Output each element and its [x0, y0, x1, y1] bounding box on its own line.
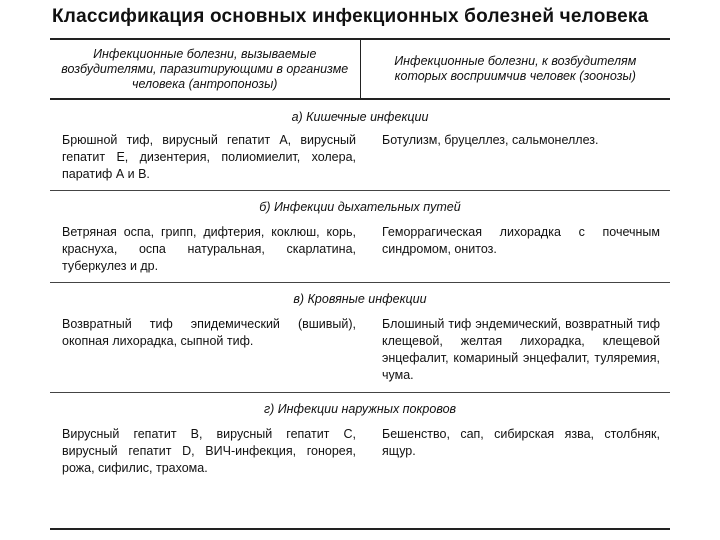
section-title: а) Кишечные инфекции: [291, 110, 429, 124]
zoonoses-cell: Блошиный тиф эндемический, возвратный тиф клещевой, желтая лихорадка, клещевой энцефалит, комариный энцефалит, туляремия, чума.: [382, 317, 660, 382]
row-divider: [50, 392, 670, 393]
section-title: б) Инфекции дыхательных путей: [259, 200, 461, 214]
table-row: [50, 132, 670, 184]
header-anthroponoses: Инфекционные болезни, вызываемые возбудителями, паразитирующими в организме человека (антропонозы): [50, 40, 361, 98]
section-blood: [50, 288, 670, 386]
table-row: [50, 316, 670, 386]
anthroponoses-cell: Ветряная оспа, грипп, дифтерия, коклюш, корь, краснуха, оспа натуральная, скарлатина, туберкулез и др.: [62, 225, 356, 273]
section-intestinal: [50, 106, 670, 184]
anthroponoses-cell: Возвратный тиф эпидемический (вшивый), окопная лихорадка, сыпной тиф.: [62, 317, 356, 348]
anthroponoses-cell: Вирусный гепатит В, вирусный гепатит С, вирусный гепатит D, ВИЧ-инфекция, гонорея, рожа, сифилис, трахома.: [62, 427, 356, 475]
page-title: Классификация основных инфекционных болезней человека: [52, 6, 649, 27]
section-external-covers: [50, 398, 670, 478]
table-row: [50, 426, 670, 478]
table-row: [50, 224, 670, 276]
section-title: г) Инфекции наружных покровов: [263, 402, 457, 416]
header-zoonoses: Инфекционные болезни, к возбудителям которых восприимчив человек (зоонозы): [394, 54, 637, 83]
section-respiratory: [50, 196, 670, 276]
row-divider: [50, 190, 670, 191]
table-header: [50, 40, 670, 100]
zoonoses-cell: Ботулизм, бруцеллез, сальмонеллез.: [382, 133, 599, 147]
section-title: в) Кровяные инфекции: [293, 292, 427, 306]
row-divider: [50, 282, 670, 283]
classification-table: [50, 38, 670, 530]
anthroponoses-cell: Брюшной тиф, вирусный гепатит А, вирусный гепатит Е, дизентерия, полиомиелит, холера, паратиф А и В.: [62, 133, 356, 181]
zoonoses-cell: Геморрагическая лихорадка с почечным синдромом, онитоз.: [382, 225, 660, 256]
zoonoses-cell: Бешенство, сап, сибирская язва, столбняк, ящур.: [382, 427, 660, 458]
